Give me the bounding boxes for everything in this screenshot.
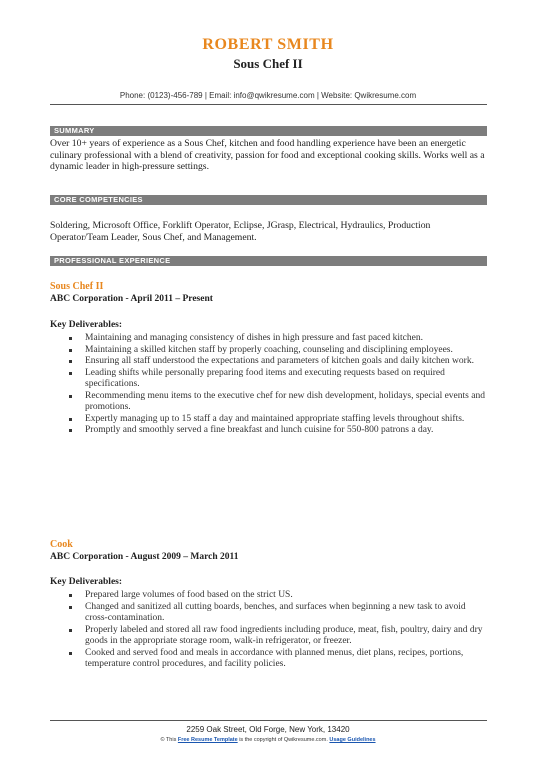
list-item: Properly labeled and stored all raw food ingredients including produce, meat, fish, poultry, dairy and dry goods in the appropriate storage room, walk-in refrigerator, or freezer. [50,625,490,648]
list-item: Leading shifts while personally preparing food items and executing requests based on required specifications. [50,368,490,391]
candidate-name: ROBERT SMITH [202,36,334,53]
bullet-icon [69,372,72,375]
job-company: ABC Corporation - April 2011 – Present [50,294,213,304]
footer-copyright: © This Free Resume Template is the copyright of Qwikresume.com. Usage Guidelines [160,737,376,743]
deliverables-label: Key Deliverables: [50,320,123,330]
list-item: Expertly managing up to 15 staff a day and maintained appropriate staffing levels throughout shifts. [50,414,490,426]
usage-guidelines-link[interactable]: Usage Guidelines [329,737,376,743]
list-item: Maintaining a skilled kitchen staff by properly coaching, counseling and disciplining employees. [50,345,490,357]
free-resume-template-link[interactable]: Free Resume Template [177,737,238,743]
job-title: Sous Chef II [50,281,104,292]
bullet-icon [69,360,72,363]
bullet-icon [69,629,72,632]
bullet-icon [69,395,72,398]
bullet-icon [69,349,72,352]
list-item: Promptly and smoothly served a fine breakfast and lunch cuisine for 550-800 patrons a day. [50,425,490,437]
bullet-icon [69,418,72,421]
contact-line: Phone: (0123)-456-789 | Email: info@qwikresume.com | Website: Qwikresume.com [119,91,417,100]
list-item: Changed and sanitized all cutting boards, benches, and surfaces when beginning a new task to avoid cross-contamination. [50,602,490,625]
list-item: Prepared large volumes of food based on the strict US. [50,590,490,602]
experience-heading: PROFESSIONAL EXPERIENCE [50,256,487,266]
list-item: Maintaining and managing consistency of dishes in high pressure and fast paced kitchen. [50,333,490,345]
deliverables-label: Key Deliverables: [50,577,123,587]
job-title: Cook [50,539,73,550]
candidate-title: Sous Chef II [233,56,303,71]
footer-divider [50,720,487,721]
header-divider [50,104,487,105]
summary-text: Over 10+ years of experience as a Sous Chef, kitchen and food handling experience have been an energetic culinary professional with a blend of creativity, passion for food and exceptional cooking skills. Works well as a dynamic leader in high-pressure settings. [50,138,485,172]
footer-address: 2259 Oak Street, Old Forge, New York, 13420 [186,725,350,734]
bullet-icon [69,652,72,655]
bullet-icon [69,594,72,597]
bullet-icon [69,429,72,432]
list-item: Ensuring all staff understood the expectations and parameters of kitchen goals and daily kitchen work. [50,356,490,368]
competencies-heading: CORE COMPETENCIES [50,195,487,205]
job-company: ABC Corporation - August 2009 – March 2011 [50,552,239,562]
job-bullets [50,590,490,671]
competencies-text: Soldering, Microsoft Office, Forklift Operator, Eclipse, JGrasp, Electrical, Hydraulics, Production Operator/Team Leader, Sous Chef, and Management. [50,220,431,243]
list-item: Cooked and served food and meals in accordance with planned menus, diet plans, recipes, portions, temperature control procedures, and facility policies. [50,648,490,671]
summary-heading: SUMMARY [50,126,487,136]
job-bullets [50,333,490,437]
bullet-icon [69,606,72,609]
bullet-icon [69,337,72,340]
list-item: Recommending menu items to the executive chef for new dish development, holidays, special events and promotions. [50,391,490,414]
